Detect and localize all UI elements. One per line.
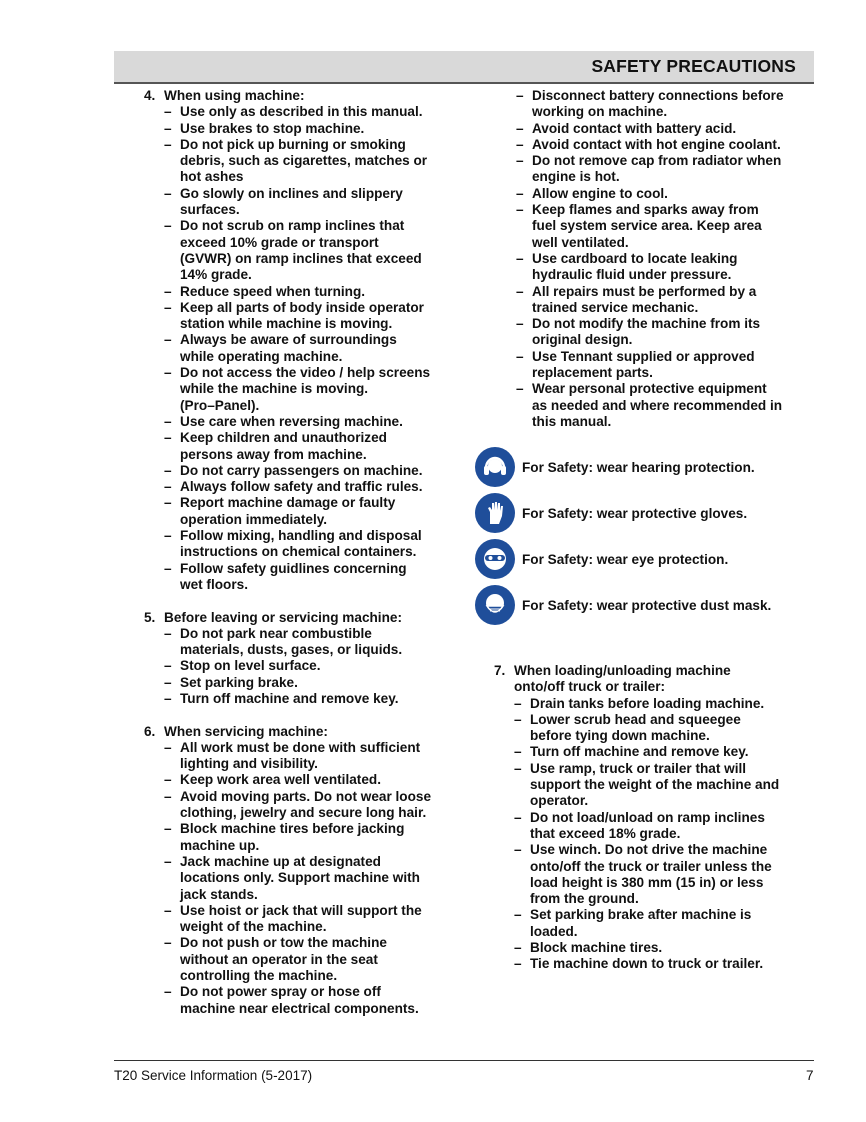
right-column-top	[494, 88, 814, 430]
bullet-dash: –	[164, 462, 172, 478]
list-item	[164, 903, 464, 936]
list-item	[516, 121, 814, 137]
list-item-text: Jack machine up at designated locations only. Support machine with jack stands.	[180, 853, 420, 902]
list-item	[514, 956, 814, 972]
list-item-text: Tie machine down to truck or trailer.	[530, 956, 764, 972]
bullet-dash: –	[514, 760, 522, 776]
section-number: 5.	[144, 609, 156, 625]
list-item-text: Use cardboard to locate leaking hydraulic fluid under pressure.	[532, 250, 738, 283]
list-item-text: Use only as described in this manual.	[180, 104, 423, 120]
bullet-dash: –	[514, 842, 522, 858]
list-item-text: Follow safety guidlines concerning wet floors.	[180, 560, 407, 592]
list-item	[164, 137, 464, 186]
safety-text: For Safety: wear hearing protection.	[522, 459, 755, 475]
list-item	[164, 935, 464, 984]
list-item-text: Use hoist or jack that will support the weight of the machine.	[180, 902, 422, 935]
bullet-dash: –	[514, 940, 522, 956]
list-item-text: Disconnect battery connections before working on machine.	[532, 88, 784, 120]
list-item-text: Keep flames and sparks away from fuel system service area. Keep area well ventilated.	[532, 202, 762, 250]
list-item-text: Do not park near combustible materials, dusts, gases, or liquids.	[180, 625, 403, 658]
bullet-dash: –	[164, 185, 172, 201]
list-item-text: Avoid contact with battery acid.	[532, 120, 737, 136]
list-item-text: Keep all parts of body inside operator station while machine is moving.	[180, 299, 424, 332]
bullet-dash: –	[164, 218, 172, 234]
section-6-continued-list	[494, 88, 814, 430]
bullet-dash: –	[164, 283, 172, 299]
list-item-text: Do not access the video / help screens while the machine is moving. (Pro–Panel).	[180, 365, 431, 413]
list-item	[514, 712, 814, 745]
list-item-text: Stop on level surface.	[180, 658, 321, 674]
list-item-text: Block machine tires before jacking machine up.	[180, 821, 405, 853]
list-item-text: Do not scrub on ramp inclines that exceed 10% grade or transport (GVWR) on ramp inclines that exceed 14% grade.	[180, 218, 422, 283]
bullet-dash: –	[164, 136, 172, 152]
list-item-text: Use brakes to stop machine.	[180, 120, 365, 136]
section-title: When using machine:	[164, 88, 305, 103]
list-item-text: Set parking brake.	[180, 674, 298, 690]
list-item-text: Do not pick up burning or smoking debris, such as cigarettes, matches or hot ashes	[180, 136, 428, 185]
safety-eye-row	[475, 539, 728, 579]
list-item	[164, 121, 464, 137]
section-title: When servicing machine:	[164, 723, 328, 739]
section-title: When loading/unloading machine onto/off truck or trailer:	[514, 663, 731, 695]
bullet-dash: –	[516, 185, 524, 201]
bullet-dash: –	[164, 120, 172, 136]
list-item	[514, 696, 814, 712]
list-item	[164, 854, 464, 903]
list-item	[164, 561, 464, 594]
safety-text: For Safety: wear protective dust mask.	[522, 597, 772, 613]
bullet-dash: –	[514, 956, 522, 972]
section-number: 6.	[144, 723, 156, 739]
list-item	[164, 772, 464, 788]
section-number: 4.	[144, 88, 156, 103]
list-item	[516, 88, 814, 121]
section-7-heading	[494, 663, 814, 696]
bullet-dash: –	[164, 853, 172, 869]
section-5-heading	[144, 610, 464, 626]
section-7	[494, 663, 814, 973]
list-item-text: Set parking brake after machine is loaded.	[530, 907, 752, 939]
bullet-dash: –	[164, 528, 172, 544]
list-item-text: All work must be done with sufficient lighting and visibility.	[180, 739, 421, 772]
bullet-dash: –	[516, 120, 524, 136]
page-number: 7	[806, 1068, 814, 1083]
list-item	[164, 284, 464, 300]
bullet-dash: –	[514, 907, 522, 923]
list-item	[164, 479, 464, 495]
dust-mask-icon	[475, 585, 515, 625]
bullet-dash: –	[164, 365, 172, 381]
bullet-dash: –	[514, 711, 522, 727]
list-item-text: Use winch. Do not drive the machine onto/off the truck or trailer unless the load height is 380 mm (15 in) or less from the ground.	[530, 842, 772, 907]
bullet-dash: –	[516, 316, 524, 332]
bullet-dash: –	[164, 495, 172, 511]
bullet-dash: –	[164, 560, 172, 576]
protective-gloves-icon	[475, 493, 515, 533]
list-item	[164, 626, 464, 659]
list-item	[516, 153, 814, 186]
bullet-dash: –	[164, 625, 172, 641]
section-6-list	[144, 740, 464, 1017]
section-5-list	[144, 626, 464, 707]
left-column	[144, 88, 464, 1017]
section-4-list	[144, 104, 464, 593]
bullet-dash: –	[164, 739, 172, 755]
list-item	[164, 984, 464, 1017]
bullet-dash: –	[164, 772, 172, 788]
list-item	[164, 528, 464, 561]
list-item-text: Go slowly on inclines and slippery surfaces.	[180, 185, 403, 218]
bullet-dash: –	[164, 821, 172, 837]
list-item-text: All repairs must be performed by a trained service mechanic.	[532, 283, 757, 315]
list-item-text: Use ramp, truck or trailer that will support the weight of the machine and operator.	[530, 760, 780, 809]
list-item-text: Follow mixing, handling and disposal instructions on chemical containers.	[180, 528, 422, 560]
list-item	[164, 675, 464, 691]
list-item	[516, 137, 814, 153]
list-item	[514, 810, 814, 843]
list-item-text: Do not power spray or hose off machine near electrical components.	[180, 984, 419, 1016]
bullet-dash: –	[514, 809, 522, 825]
bullet-dash: –	[164, 413, 172, 429]
list-item-text: Block machine tires.	[530, 940, 663, 956]
bullet-dash: –	[164, 332, 172, 348]
list-item-text: Always follow safety and traffic rules.	[180, 479, 423, 495]
list-item	[164, 430, 464, 463]
bullet-dash: –	[164, 935, 172, 951]
list-item	[164, 218, 464, 283]
bullet-dash: –	[516, 283, 524, 299]
bullet-dash: –	[514, 744, 522, 760]
list-item	[164, 332, 464, 365]
list-item	[164, 463, 464, 479]
bullet-dash: –	[164, 690, 172, 706]
list-item	[516, 316, 814, 349]
section-6-heading	[144, 724, 464, 740]
eye-protection-icon	[475, 539, 515, 579]
list-item-text: Reduce speed when turning.	[180, 283, 366, 299]
bullet-dash: –	[164, 674, 172, 690]
bullet-dash: –	[164, 984, 172, 1000]
hearing-protection-icon	[475, 447, 515, 487]
bullet-dash: –	[164, 658, 172, 674]
list-item	[514, 907, 814, 940]
list-item	[164, 414, 464, 430]
safety-hearing-row	[475, 447, 755, 487]
bullet-dash: –	[164, 788, 172, 804]
list-item-text: Use Tennant supplied or approved replacement parts.	[532, 348, 755, 381]
bullet-dash: –	[516, 136, 524, 152]
list-item	[516, 251, 814, 284]
list-item	[164, 740, 464, 773]
list-item	[164, 186, 464, 219]
list-item	[514, 744, 814, 760]
list-item-text: Lower scrub head and squeegee before tying down machine.	[530, 711, 741, 744]
footer-rule	[114, 1060, 814, 1061]
list-item-text: Always be aware of surroundings while operating machine.	[180, 332, 397, 364]
bullet-dash: –	[516, 202, 524, 218]
bullet-dash: –	[516, 153, 524, 169]
list-item	[516, 381, 814, 430]
list-item	[164, 104, 464, 120]
list-item-text: Avoid contact with hot engine coolant.	[532, 136, 781, 152]
safety-text: For Safety: wear eye protection.	[522, 551, 729, 567]
bullet-dash: –	[514, 695, 522, 711]
bullet-dash: –	[164, 299, 172, 315]
list-item-text: Keep children and unauthorized persons away from machine.	[180, 430, 387, 462]
bullet-dash: –	[516, 348, 524, 364]
bullet-dash: –	[516, 381, 524, 397]
list-item-text: Keep work area well ventilated.	[180, 772, 381, 788]
list-item	[164, 821, 464, 854]
list-item-text: Turn off machine and remove key.	[530, 744, 749, 760]
list-item-text: Avoid moving parts. Do not wear loose clothing, jewelry and secure long hair.	[180, 788, 432, 821]
safety-gloves-row	[475, 493, 747, 533]
list-item	[164, 495, 464, 528]
list-item-text: Wear personal protective equipment as needed and where recommended in this manual.	[532, 381, 783, 429]
list-item-text: Allow engine to cool.	[532, 185, 668, 201]
list-item	[516, 202, 814, 251]
bullet-dash: –	[164, 479, 172, 495]
bullet-dash: –	[516, 88, 524, 103]
list-item-text: Do not remove cap from radiator when engine is hot.	[532, 153, 782, 185]
list-item	[516, 186, 814, 202]
header-bar	[114, 51, 814, 84]
section-5	[144, 610, 464, 708]
list-item	[164, 691, 464, 707]
list-item	[514, 940, 814, 956]
list-item-text: Do not carry passengers on machine.	[180, 462, 423, 478]
safety-text: For Safety: wear protective gloves.	[522, 505, 748, 521]
section-number: 7.	[494, 663, 506, 678]
list-item-text: Do not load/unload on ramp inclines that exceed 18% grade.	[530, 809, 765, 841]
list-item	[164, 658, 464, 674]
list-item	[164, 300, 464, 333]
section-title: Before leaving or servicing machine:	[164, 609, 402, 625]
list-item-text: Do not push or tow the machine without an operator in the seat controlling the machine.	[180, 935, 387, 984]
list-item	[516, 284, 814, 317]
list-item	[516, 349, 814, 382]
safety-dust-mask-row	[475, 585, 771, 625]
section-7-list	[494, 696, 814, 973]
bullet-dash: –	[516, 250, 524, 266]
section-4-heading	[144, 88, 464, 104]
list-item-text: Report machine damage or faulty operation immediately.	[180, 495, 396, 527]
list-item	[164, 789, 464, 822]
bullet-dash: –	[164, 902, 172, 918]
list-item-text: Use care when reversing machine.	[180, 413, 403, 429]
section-4	[144, 88, 464, 593]
page-header-title: SAFETY PRECAUTIONS	[591, 56, 796, 76]
list-item	[514, 761, 814, 810]
list-item-text: Do not modify the machine from its original design.	[532, 316, 761, 348]
list-item-text: Turn off machine and remove key.	[180, 690, 399, 706]
section-6	[144, 724, 464, 1017]
list-item	[164, 365, 464, 414]
bullet-dash: –	[164, 104, 172, 120]
list-item-text: Drain tanks before loading machine.	[530, 695, 765, 711]
footer-document-title: T20 Service Information (5-2017)	[114, 1068, 313, 1083]
list-item	[514, 842, 814, 907]
bullet-dash: –	[164, 430, 172, 446]
